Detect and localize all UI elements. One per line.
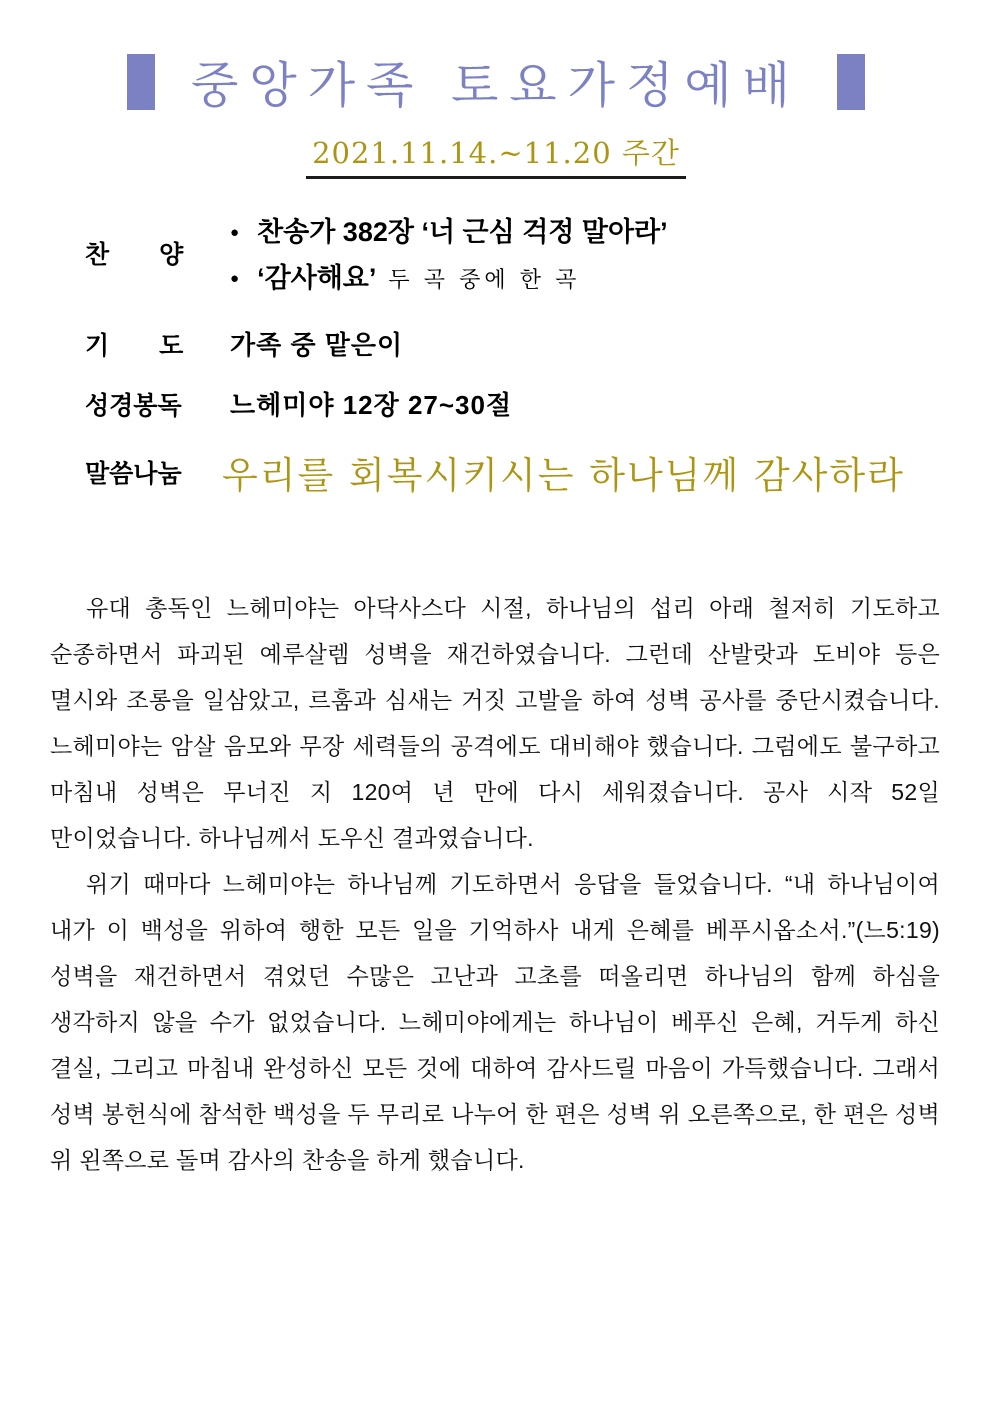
praise-item (230, 210, 680, 249)
praise-song-title: 찬송가 382장 ‘너 근심 걱정 말아라’ (257, 217, 668, 247)
prayer-row (85, 325, 942, 362)
bullet-icon: ● (230, 270, 240, 287)
sermon-body (50, 585, 940, 1183)
scripture-value: 느헤미야 12장 27~30절 (230, 390, 513, 420)
praise-label: 찬 양 (85, 240, 184, 269)
message-row (85, 445, 942, 499)
praise-song-title: ‘감사해요’ (257, 263, 377, 293)
body-paragraph: 유대 총독인 느헤미야는 아닥사스다 시절, 하나님의 섭리 아래 철저히 기도하고 순종하면서 파괴된 예루살렘 성벽을 재건하였습니다. 그런데 산발랏과 도비야 등은 멸시와 조롱을 일삼았고, 르훔과 심새는 거짓 고발을 하여 성벽 공사를 중단시켰습니다. 느헤미야는 암살 음모와 무장 세력들의 공격에도 대비해야 했습니다. 그럼에도 불구하고 마침내 성벽은 무너진 지 120여 년 만에 다시 세워졌습니다. 공사 시작 52일 만이었습니다. 하나님께서 도우신 결과였습니다. (50, 595, 940, 851)
praise-item (230, 256, 680, 295)
message-label: 말씀나눔 (85, 460, 182, 488)
title-section (0, 0, 992, 117)
praise-row (85, 203, 942, 302)
bullet-icon: ● (230, 224, 240, 241)
praise-song-note: 두 곡 중에 한 곡 (388, 267, 581, 292)
body-paragraph: 위기 때마다 느헤미야는 하나님께 기도하면서 응답을 들었습니다. “내 하나님이여 내가 이 백성을 위하여 행한 모든 일을 기억하사 내게 은혜를 베푸시옵소서.”(느5:19) 성벽을 재건하면서 겪었던 수많은 고난과 고초를 떠올리면 하나님의 함께 하심을 생각하지 않을 수가 없었습니다. 느헤미야에게는 하나님이 베푸신 은혜, 거두게 하신 결실, 그리고 마침내 완성하신 모든 것에 대하여 감사드릴 마음이 가득했습니다. 그래서 성벽 봉헌식에 참석한 백성을 두 무리로 나누어 한 편은 성벽 위 오른쪽으로, 한 편은 성벽 위 왼쪽으로 돌며 감사의 찬송을 하게 했습니다. (50, 871, 940, 1173)
week-row (0, 131, 992, 179)
prayer-label: 기 도 (85, 331, 184, 360)
praise-items (230, 203, 680, 302)
week-label: 2021.11.14.~11.20 주간 (306, 131, 686, 179)
sermon-title: 우리를 회복시키시는 하나님께 감사하라 (222, 454, 905, 497)
title-accent-bar-left (127, 54, 155, 110)
page-title: 중앙가족 토요가정예배 (191, 57, 801, 114)
prayer-value: 가족 중 맡은이 (230, 330, 404, 360)
scripture-label: 성경봉독 (85, 391, 182, 420)
title-accent-bar-right (837, 54, 865, 110)
scripture-row (85, 385, 942, 422)
order-of-worship (85, 203, 942, 499)
